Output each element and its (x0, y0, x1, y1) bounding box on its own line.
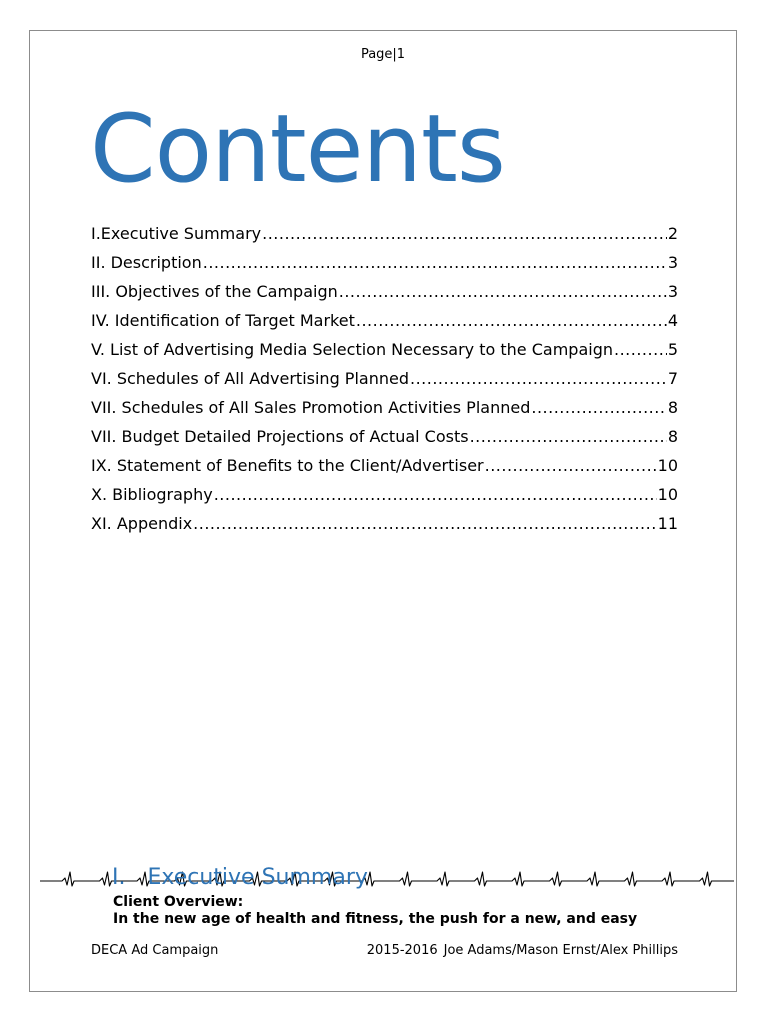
dot-leader (485, 456, 657, 475)
section-title: Executive Summary (147, 865, 368, 890)
toc-entry[interactable] (91, 282, 678, 311)
toc-entry-page: 7 (667, 369, 678, 388)
footer-right (367, 943, 678, 958)
toc-entry[interactable] (91, 340, 678, 369)
toc-entry-label: IX. Statement of Benefits to the Client/Advertiser (91, 456, 484, 475)
toc-entry[interactable] (91, 514, 678, 543)
toc-entry-label: XI. Appendix (91, 514, 193, 533)
toc-entry-label: IV. Identification of Target Market (91, 311, 355, 330)
dot-leader (410, 369, 667, 388)
toc-entry-page: 8 (667, 398, 678, 417)
dot-leader (262, 224, 667, 243)
toc-entry[interactable] (91, 311, 678, 340)
toc-entry[interactable] (91, 427, 678, 456)
dot-leader (470, 427, 667, 446)
page-footer (91, 943, 678, 958)
toc-entry[interactable] (91, 224, 678, 253)
document-page (29, 30, 737, 992)
toc-entry-page: 5 (667, 340, 678, 359)
toc-entry-label: III. Objectives of the Campaign (91, 282, 338, 301)
dot-leader (356, 311, 667, 330)
toc-entry-label: II. Description (91, 253, 202, 272)
dot-leader (214, 485, 657, 504)
toc-entry-label: VI. Schedules of All Advertising Planned (91, 369, 409, 388)
toc-entry[interactable] (91, 456, 678, 485)
toc-entry-page: 10 (657, 485, 678, 504)
footer-left: DECA Ad Campaign (91, 943, 219, 958)
footer-year: 2015-2016 (366, 943, 438, 958)
toc-entry-page: 3 (667, 282, 678, 301)
toc-entry-label: VII. Budget Detailed Projections of Actual Costs (91, 427, 469, 446)
toc-entry-page: 3 (667, 253, 678, 272)
toc-entry[interactable] (91, 369, 678, 398)
page-number: Page|1 (360, 47, 406, 62)
toc-entry[interactable] (91, 485, 678, 514)
section-number: I. (112, 865, 126, 890)
toc-entry-page: 4 (667, 311, 678, 330)
dot-leader (339, 282, 667, 301)
dot-leader (193, 514, 656, 533)
section-body (113, 894, 637, 928)
toc-entry[interactable] (91, 398, 678, 427)
footer-authors: Joe Adams/Mason Ernst/Alex Phillips (443, 943, 678, 958)
toc-entry-page: 10 (657, 456, 678, 475)
toc-entry-label: V. List of Advertising Media Selection Necessary to the Campaign (91, 340, 613, 359)
page-title: Contents (90, 95, 505, 204)
toc-entry[interactable] (91, 253, 678, 282)
toc-entry-page: 8 (667, 427, 678, 446)
dot-leader (614, 340, 667, 359)
toc-entry-page: 2 (667, 224, 678, 243)
dot-leader (531, 398, 666, 417)
toc-entry-label: VII. Schedules of All Sales Promotion Activities Planned (91, 398, 531, 417)
dot-leader (203, 253, 667, 272)
toc-entry-page: 11 (657, 514, 678, 533)
table-of-contents (91, 224, 678, 543)
toc-entry-label: X. Bibliography (91, 485, 213, 504)
section-heading (112, 865, 368, 890)
client-overview-heading: Client Overview: (113, 894, 244, 910)
toc-entry-label: I.Executive Summary (91, 224, 262, 243)
body-text: In the new age of health and fitness, the push for a new, and easy (113, 911, 638, 927)
